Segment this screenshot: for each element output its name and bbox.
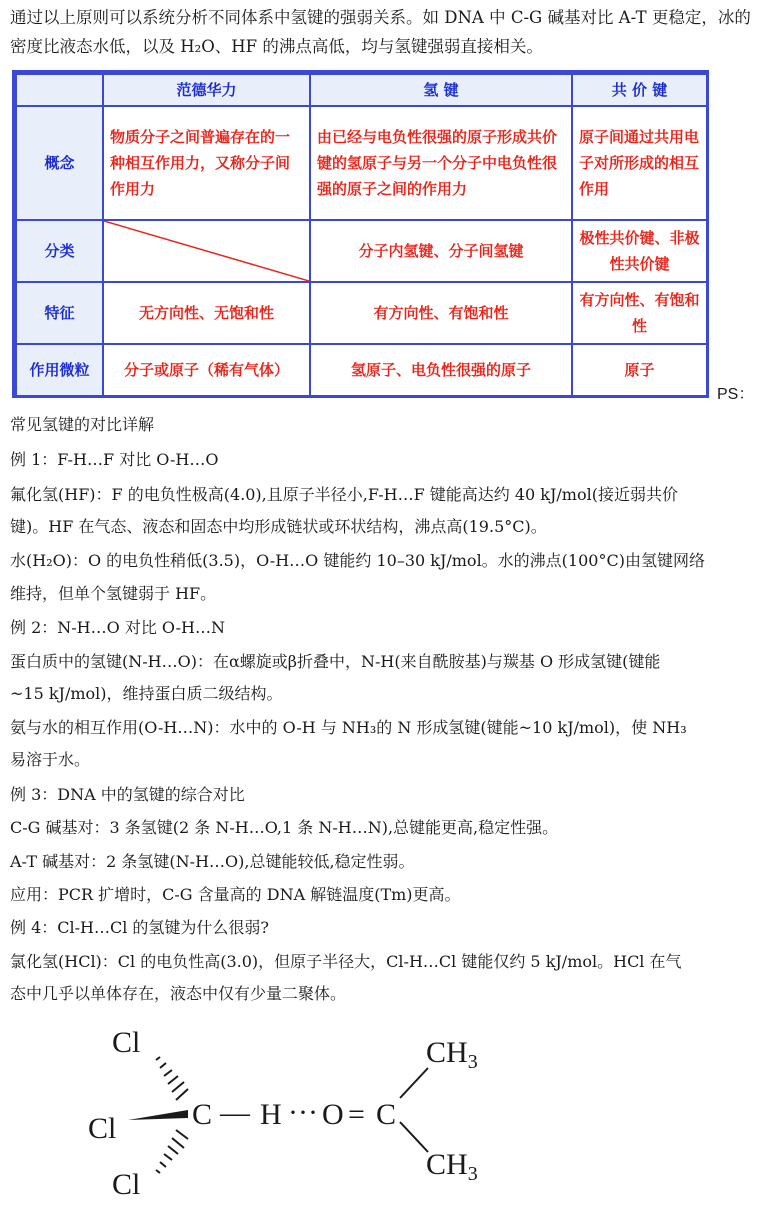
hydrogen-bond-structure-diagram	[60, 1018, 520, 1203]
example-3-title: 例 3：DNA 中的氢键的综合对比	[10, 785, 245, 804]
bond-to-ch3-bottom	[400, 1122, 428, 1152]
hcl-line-2: 态中几乎以单体存在，液态中仅有少量二聚体。	[10, 984, 347, 1003]
protein-line-1: 蛋白质中的氢键(N-H…O)：在α螺旋或β折叠中，N-H(来自酰胺基)与羰基 O 形成氢键(键能	[10, 652, 661, 671]
ammonia-line-1: 氨与水的相互作用(O-H…N)：水中的 O-H 与 NH₃的 N 形成氢键(键能~10 kJ/mol)，使 NH₃	[10, 718, 687, 737]
oxygen: O	[322, 1098, 344, 1131]
row-label-concept: 概念	[16, 106, 103, 220]
example-1-title: 例 1：F-H…F 对比 O-H…O	[10, 450, 219, 469]
hf-line-1: 氟化氢(HF)：F 的电负性极高(4.0),且原子半径小,F-H…F 键能高达约 40 kJ/mol(接近弱共价	[10, 485, 678, 504]
comparison-table-grid	[15, 73, 708, 397]
comparison-table	[12, 70, 709, 398]
cell-particles-vdw: 分子或原子（稀有气体）	[103, 344, 310, 396]
cell-concept-vdw: 物质分子之间普遍存在的一种相互作用力，又称分子间作用力	[103, 106, 310, 220]
cg-pair-line: C-G 碱基对：3 条氢键(2 条 N-H…O,1 条 N-H…N),总键能更高,稳定性强。	[10, 818, 559, 837]
wedge-bond	[128, 1110, 188, 1120]
cell-classification-covalent: 极性共价键、非极性共价键	[572, 220, 707, 282]
table-header-row	[16, 74, 707, 106]
example-2-title: 例 2：N-H…O 对比 O-H…N	[10, 618, 225, 637]
ps-label: PS：	[717, 386, 755, 403]
hbond-dots: ···	[288, 1096, 318, 1129]
intro-paragraph: 通过以上原则可以系统分析不同体系中氢键的强弱关系。如 DNA 中 C-G 碱基对比 A-T 更稳定，冰的密度比液态水低，以及 H₂O、HF 的沸点高低，均与氢键强弱直接相关。	[10, 8, 751, 56]
header-corner	[16, 74, 103, 106]
header-hbond: 氢 键	[310, 74, 572, 106]
row-label-classification: 分类	[16, 220, 103, 282]
cell-features-vdw: 无方向性、无饱和性	[103, 282, 310, 344]
ammonia-line-2: 易溶于水。	[10, 750, 91, 769]
chlorine-top: Cl	[112, 1026, 141, 1059]
chlorine-bottom: Cl	[112, 1168, 141, 1201]
table-row	[16, 282, 707, 344]
water-line-2: 维持，但单个氢键弱于 HF。	[10, 584, 217, 603]
cell-particles-hbond: 氢原子、电负性很强的原子	[310, 344, 572, 396]
hydrogen: H	[260, 1098, 282, 1131]
carbon-left: C	[192, 1098, 213, 1131]
cell-particles-covalent: 原子	[572, 344, 707, 396]
header-vdw: 范德华力	[103, 74, 310, 106]
cell-classification-hbond: 分子内氢键、分子间氢键	[310, 220, 572, 282]
methyl-top: $CH_3$	[426, 1036, 478, 1073]
pcr-line: 应用：PCR 扩增时，C-G 含量高的 DNA 解链温度(Tm)更高。	[10, 885, 461, 904]
hcl-line-1: 氯化氢(HCl)：Cl 的电负性高(3.0)，但原子半径大，Cl-H…Cl 键能仅约 5 kJ/mol。HCl 在气	[10, 952, 682, 971]
methyl-bottom: $CH_3$	[426, 1148, 478, 1185]
hashed-bond-bottom	[156, 1130, 188, 1173]
table-row	[16, 220, 707, 282]
double-bond: =	[348, 1098, 365, 1131]
diagonal-slash	[104, 221, 309, 281]
hashed-bond-top	[156, 1057, 188, 1100]
at-pair-line: A-T 碱基对：2 条氢键(N-H…O),总键能较低,稳定性弱。	[10, 852, 415, 871]
hf-line-2: 键)。HF 在气态、液态和固态中均形成链状或环状结构，沸点高(19.5°C)。	[10, 517, 547, 536]
row-label-features: 特征	[16, 282, 103, 344]
cell-features-hbond: 有方向性、有饱和性	[310, 282, 572, 344]
table-row	[16, 106, 707, 220]
bond-to-ch3-top	[400, 1068, 428, 1098]
c-h-bond: —	[220, 1096, 250, 1129]
cell-concept-hbond: 由已经与电负性很强的原子形成共价键的氢原子与另一个分子中电负性很强的原子之间的作用力	[310, 106, 572, 220]
cell-concept-covalent: 原子间通过共用电子对所形成的相互作用	[572, 106, 707, 220]
carbon-right: C	[376, 1098, 397, 1131]
header-covalent: 共 价 键	[572, 74, 707, 106]
protein-line-2: ~15 kJ/mol)，维持蛋白质二级结构。	[10, 684, 283, 703]
cell-classification-vdw-empty	[103, 220, 310, 282]
table-row	[16, 344, 707, 396]
row-label-particles: 作用微粒	[16, 344, 103, 396]
cell-features-covalent: 有方向性、有饱和性	[572, 282, 707, 344]
section-title: 常见氢键的对比详解	[10, 415, 155, 434]
water-line-1: 水(H₂O)：O 的电负性稍低(3.5)，O-H…O 键能约 10–30 kJ/mol。水的沸点(100°C)由氢键网络	[10, 551, 705, 570]
example-4-title: 例 4：Cl-H…Cl 的氢键为什么很弱?	[10, 918, 270, 937]
chlorine-middle: Cl	[88, 1112, 117, 1145]
